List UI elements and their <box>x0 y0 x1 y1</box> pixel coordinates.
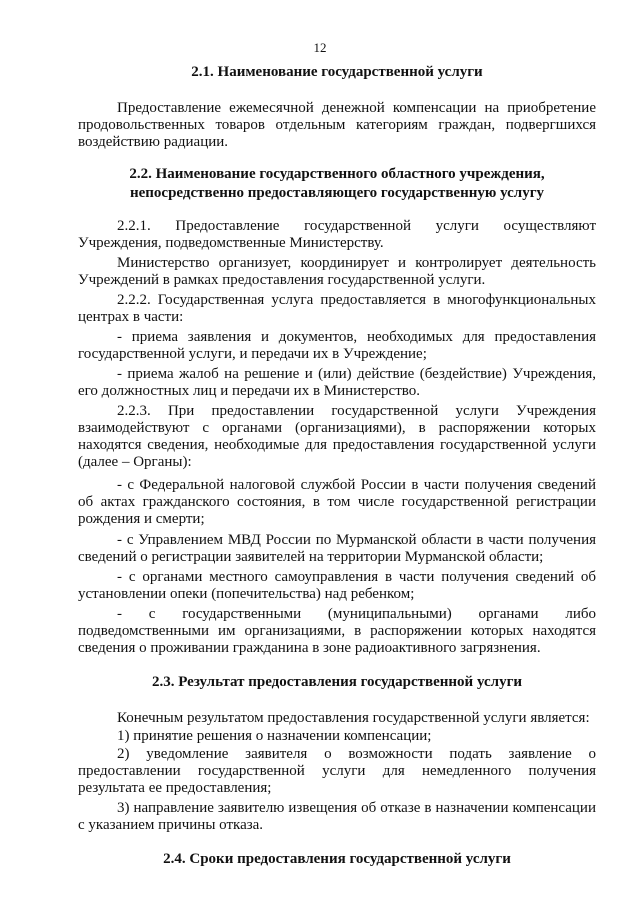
text-line: предоставлении государственной услуги для немедленного получения <box>78 763 596 779</box>
list-item-mfc-applications <box>78 329 596 363</box>
list-item-result-2 <box>78 746 596 797</box>
list-item-mvd <box>78 532 596 566</box>
text-line: продовольственных товаров отдельным категориям граждан, подвергшихся <box>78 117 596 133</box>
text-line: подведомственными им организациями, в распоряжении которых находятся <box>78 623 596 639</box>
list-item-local-government <box>78 569 596 603</box>
text-line: 2) уведомление заявителя о возможности подать заявление о <box>117 746 596 762</box>
text-line: рождения и смерти; <box>78 511 205 527</box>
text-line: с указанием причины отказа. <box>78 817 264 833</box>
paragraph-service-name <box>78 100 596 151</box>
text-line: Учреждения, подведомственные Министерству. <box>78 235 384 251</box>
text-line: сведений о регистрации заявителей на территории Мурманской области; <box>78 549 544 565</box>
text-line: находятся сведения, необходимые для предоставления государственной услуги <box>78 437 596 453</box>
paragraph-2-2-3 <box>78 403 596 471</box>
text-line: - с органами местного самоуправления в части получения сведений об <box>117 569 596 585</box>
text-line: 1) принятие решения о назначении компенсации; <box>117 728 432 744</box>
paragraph-ministry <box>78 255 596 289</box>
text-line: об актах гражданского состояния, в том числе государственной регистрации <box>78 494 596 510</box>
section-heading-2-2 <box>78 165 596 203</box>
section-heading-2-3: 2.3. Результат предоставления государственной услуги <box>151 674 523 690</box>
text-line: результата ее предоставления; <box>78 780 272 796</box>
text-line: 2.2.2. Государственная услуга предоставляется в многофункциональных <box>117 292 596 308</box>
list-item-mfc-complaints <box>78 366 596 400</box>
text-line: - с Управлением МВД России по Мурманской области в части получения <box>117 532 596 548</box>
text-line: воздействию радиации. <box>78 134 229 150</box>
text-line: Учреждений в рамках предоставления государственной услуги. <box>78 272 486 288</box>
text-line: взаимодействуют с органами (организациями), в распоряжении которых <box>78 420 596 436</box>
section-heading-2-4: 2.4. Сроки предоставления государственной услуги <box>163 851 511 867</box>
text-line: 2.2.3. При предоставлении государственной услуги Учреждения <box>117 403 596 419</box>
section-heading-2-1: 2.1. Наименование государственной услуги <box>191 64 483 80</box>
text-line: - с государственными (муниципальными) органами либо <box>117 606 596 622</box>
list-item-result-3 <box>78 800 596 834</box>
text-line: государственной услуги, и передачи их в Учреждение; <box>78 346 427 362</box>
text-line: Предоставление ежемесячной денежной компенсации на приобретение <box>117 100 596 116</box>
paragraph-result-intro <box>78 710 596 727</box>
text-line: 3) направление заявителю извещения об отказе в назначении компенсации <box>117 800 596 816</box>
text-line: - с Федеральной налоговой службой России в части получения сведений <box>117 477 596 493</box>
text-line: сведения о проживании гражданина в зоне радиоактивного загрязнения. <box>78 640 541 656</box>
text-line: (далее – Органы): <box>78 454 192 470</box>
heading-line: непосредственно предоставляющего государственную услугу <box>129 185 545 201</box>
list-item-result-1 <box>78 728 596 745</box>
heading-line: 2.2. Наименование государственного областного учреждения, <box>129 166 545 182</box>
text-line: установлении опеки (попечительства) над ребенком; <box>78 586 415 602</box>
paragraph-2-2-1 <box>78 218 596 252</box>
text-line: его должностных лиц и передачи их в Министерство. <box>78 383 421 399</box>
list-item-state-bodies <box>78 606 596 657</box>
text-line: Министерство организует, координирует и контролирует деятельность <box>117 255 596 271</box>
text-line: - приема жалоб на решение и (или) действие (бездействие) Учреждения, <box>117 366 596 382</box>
list-item-tax-service <box>78 477 596 528</box>
paragraph-2-2-2 <box>78 292 596 326</box>
page-number: 12 <box>313 40 327 55</box>
text-line: Конечным результатом предоставления государственной услуги является: <box>117 710 590 726</box>
text-line: - приема заявления и документов, необходимых для предоставления <box>117 329 596 345</box>
text-line: центрах в части: <box>78 309 184 325</box>
text-line: 2.2.1. Предоставление государственной услуги осуществляют <box>117 218 596 234</box>
